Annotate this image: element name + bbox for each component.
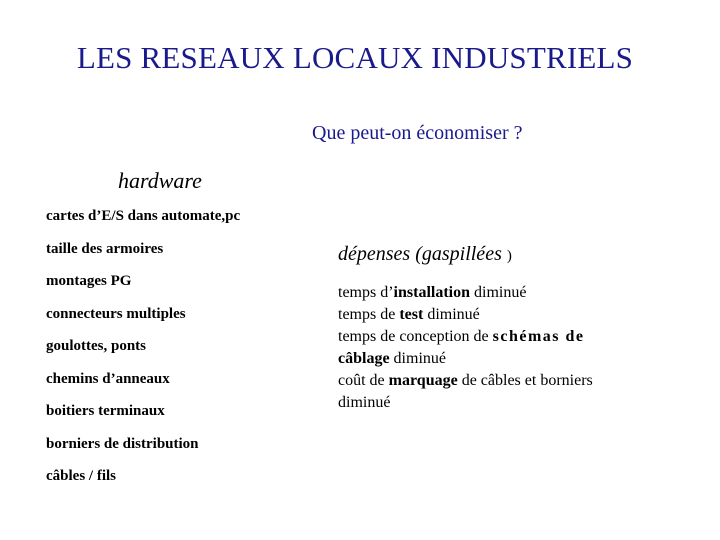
savings-text: de câbles et borniers <box>457 372 593 389</box>
savings-text: diminué <box>470 284 527 301</box>
savings-text: temps d’ <box>338 284 394 301</box>
question-heading: Que peut-on économiser ? <box>312 122 523 144</box>
hardware-item: chemins d’anneaux <box>46 370 170 387</box>
depenses-paren: ) <box>506 248 512 264</box>
hardware-list <box>46 206 240 499</box>
savings-keyword: test <box>399 306 424 323</box>
hardware-item: taille des armoires <box>46 240 164 257</box>
hardware-item: montages PG <box>46 273 132 289</box>
depenses-heading <box>338 243 512 266</box>
savings-text: diminué <box>423 306 480 323</box>
savings-list <box>338 282 678 414</box>
savings-keyword: schémas de <box>492 328 585 345</box>
savings-keyword: installation <box>393 284 471 301</box>
savings-text: temps de conception de <box>338 328 493 345</box>
savings-line <box>338 348 678 370</box>
slide-title: LES RESEAUX LOCAUX INDUSTRIELS <box>76 40 634 75</box>
savings-text: coût de <box>338 372 389 389</box>
savings-line <box>338 282 678 304</box>
savings-text: diminué <box>389 350 446 367</box>
hardware-item: cartes d’E/S dans automate,pc <box>46 208 241 224</box>
savings-line <box>338 304 678 326</box>
savings-text: temps de <box>338 306 400 323</box>
hardware-item: connecteurs multiples <box>46 305 186 322</box>
savings-text: diminué <box>338 394 391 411</box>
savings-line <box>338 392 678 414</box>
savings-keyword: câblage <box>338 350 390 367</box>
hardware-heading: hardware <box>118 168 202 193</box>
savings-line <box>338 326 678 348</box>
depenses-label: dépenses (gaspillées <box>338 243 502 265</box>
hardware-item: câbles / fils <box>46 468 116 484</box>
savings-keyword: marquage <box>388 372 458 389</box>
hardware-item: boitiers terminaux <box>46 403 165 419</box>
hardware-item: borniers de distribution <box>46 435 199 452</box>
hardware-item: goulottes, ponts <box>46 338 147 354</box>
savings-line <box>338 370 678 392</box>
